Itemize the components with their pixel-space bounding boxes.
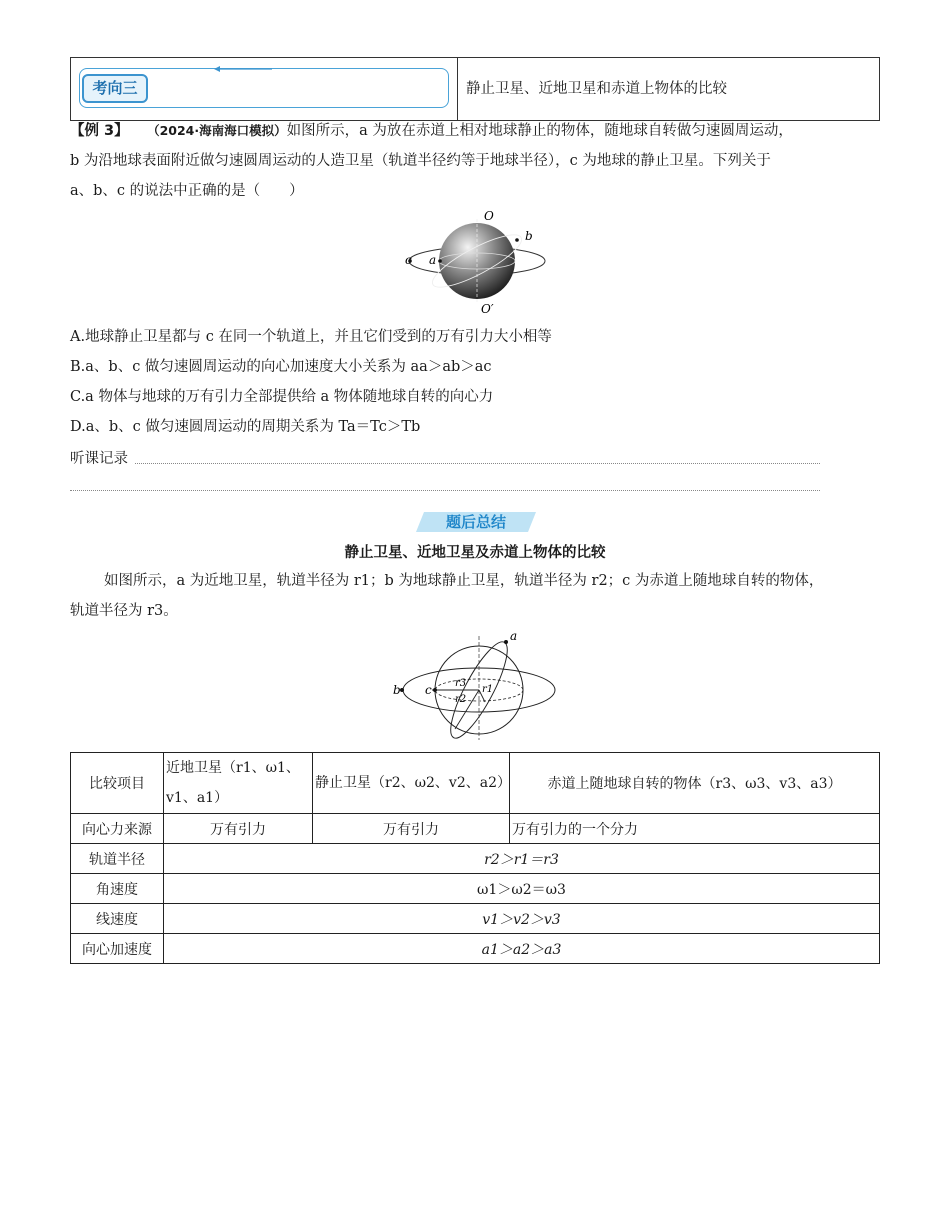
cell-force-static: 万有引力	[313, 814, 510, 844]
cell-velocity: v1＞v2＞v3	[164, 904, 880, 934]
cell-omega: ω1＞ω2＝ω3	[164, 874, 880, 904]
example-text-1: 如图所示，a 为放在赤道上相对地球静止的物体，随地球自转做匀速圆周运动，	[286, 123, 793, 139]
row-label-velocity: 线速度	[71, 904, 164, 934]
summary-banner-text: 题后总结	[445, 513, 507, 531]
row-label-radius: 轨道半径	[71, 844, 164, 874]
header-cell-item: 比较项目	[71, 753, 164, 814]
notes-label: 听课记录	[70, 451, 128, 467]
row-label-force: 向心力来源	[71, 814, 164, 844]
header-cell-equator: 赤道上随地球自转的物体（r3、ω3、v3、a3）	[510, 753, 880, 814]
option-b: B.a、b、c 做匀速圆周运动的向心加速度大小关系为 aa＞ab＞ac	[70, 359, 492, 375]
cell-radius: r2＞r1＝r3	[164, 844, 880, 874]
table-header-row	[71, 753, 880, 814]
label-c: c	[425, 683, 432, 697]
table-row	[71, 844, 880, 874]
header-title: 静止卫星、近地卫星和赤道上物体的比较	[466, 81, 727, 97]
label-O-prime: O′	[481, 302, 494, 316]
arrow-left-icon	[214, 63, 274, 75]
object-a-dot	[438, 259, 442, 263]
option-c: C.a 物体与地球的万有引力全部提供给 a 物体随地球自转的向心力	[70, 389, 494, 405]
label-r2: r2	[455, 694, 467, 705]
earth-orbit-figure	[395, 205, 555, 320]
satellite-a-dot	[504, 640, 508, 644]
summary-subtitle: 静止卫星、近地卫星及赤道上物体的比较	[344, 545, 606, 561]
table-row	[71, 904, 880, 934]
table-row	[71, 814, 880, 844]
notes-line-2[interactable]	[70, 490, 820, 491]
example-label: 【例 3】	[70, 123, 129, 139]
header-cell-near: 近地卫星（r1、ω1、v1、a1）	[164, 753, 313, 814]
notes-line-1[interactable]	[135, 463, 820, 464]
example-line-1	[70, 116, 880, 146]
header-cell-static: 静止卫星（r2、ω2、v2、a2）	[313, 753, 510, 814]
cell-acceleration: a1＞a2＞a3	[164, 934, 880, 964]
summary-paragraph	[70, 566, 880, 596]
row-label-omega: 角速度	[71, 874, 164, 904]
summary-para-2: 轨道半径为 r3。	[70, 603, 178, 619]
example-line-2: b 为沿地球表面附近做匀速圆周运动的人造卫星（轨道半径约等于地球半径），c 为地球的静止卫星。下列关于	[70, 153, 771, 169]
label-a: a	[429, 253, 437, 267]
label-a: a	[510, 629, 518, 643]
header-divider	[457, 57, 458, 121]
section-tag: 考向三	[82, 74, 148, 103]
row-label-acceleration: 向心加速度	[71, 934, 164, 964]
comparison-table	[70, 752, 880, 964]
object-c-dot	[433, 688, 437, 692]
option-a: A.地球静止卫星都与 c 在同一个轨道上，并且它们受到的万有引力大小相等	[70, 329, 552, 345]
label-b: b	[393, 683, 401, 697]
example-source: （2024·海南海口模拟）	[147, 123, 287, 138]
label-O: O	[484, 209, 494, 223]
label-r1: r1	[482, 684, 494, 695]
cell-force-near: 万有引力	[164, 814, 313, 844]
orbit-comparison-figure	[385, 628, 565, 744]
summary-para-1: 如图所示，a 为近地卫星，轨道半径为 r1；b 为地球静止卫星，轨道半径为 r2；c 为赤道上随地球自转的物体，	[104, 573, 824, 589]
label-r3: r3	[455, 678, 467, 689]
label-b: b	[525, 229, 533, 243]
summary-banner	[416, 508, 536, 534]
label-c: c	[405, 253, 412, 267]
option-d: D.a、b、c 做匀速圆周运动的周期关系为 Ta＝Tc＞Tb	[70, 419, 421, 435]
table-row	[71, 874, 880, 904]
satellite-b-dot	[515, 238, 519, 242]
table-row	[71, 934, 880, 964]
example-line-3: a、b、c 的说法中正确的是（ ）	[70, 183, 304, 199]
cell-force-equator: 万有引力的一个分力	[510, 814, 880, 844]
